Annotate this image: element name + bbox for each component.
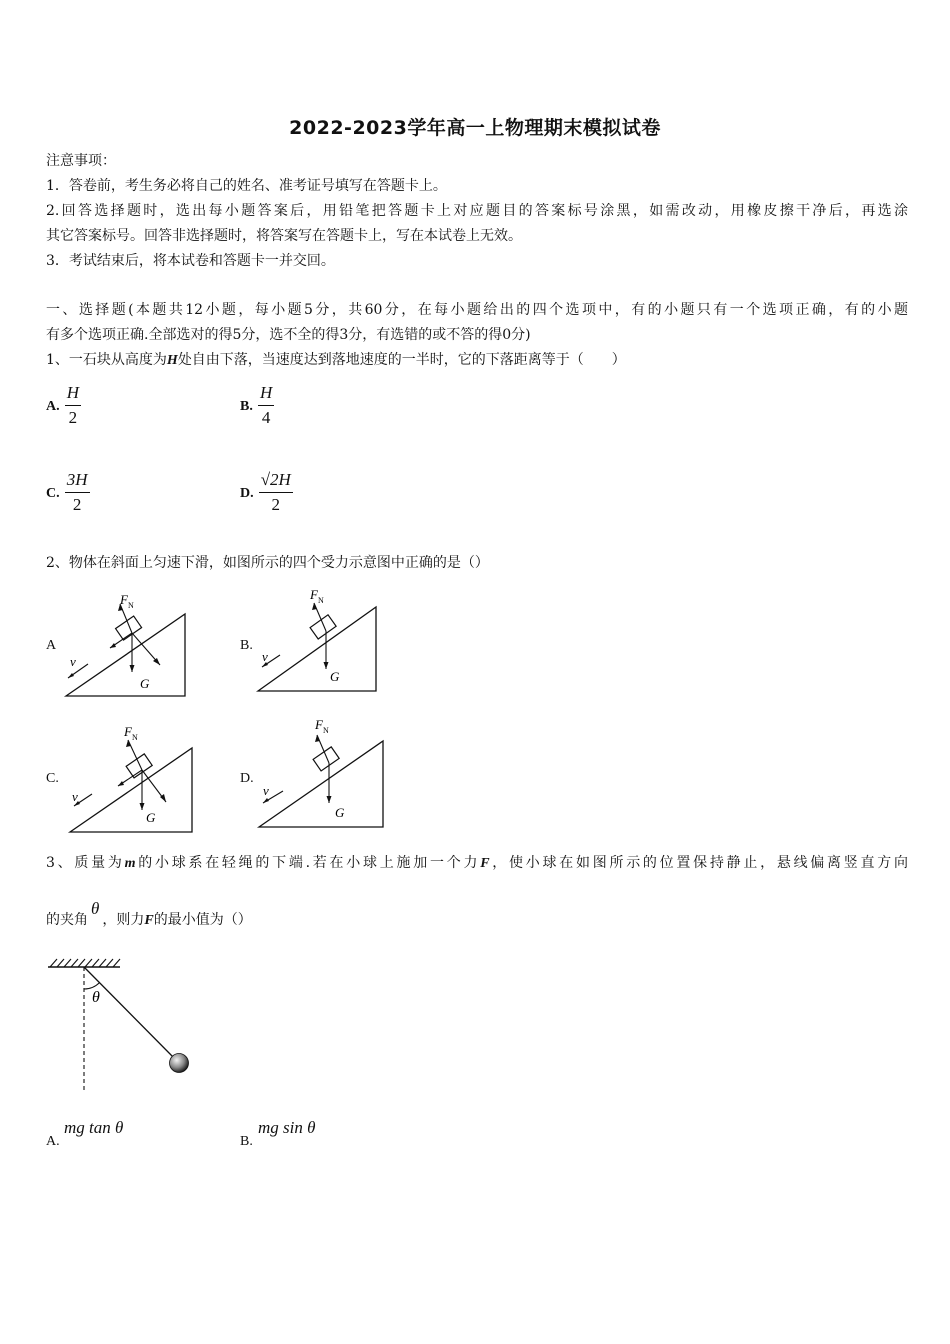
theta-label: θ	[92, 989, 100, 1006]
incline	[70, 748, 192, 832]
v-label: v	[72, 789, 78, 804]
q2-option-a-label[interactable]: A	[46, 638, 57, 653]
theta-symbol: θ	[91, 899, 100, 918]
notice-item-3: 3．考试结束后，将本试卷和答题卡一并交回。	[46, 253, 335, 269]
fn-label: $F_N$	[120, 592, 134, 610]
string	[84, 967, 177, 1061]
fn-label: $F_N$	[310, 587, 324, 605]
v-label: v	[262, 649, 268, 664]
q1-option-a[interactable]: A. $\frac{H}{2}$	[46, 383, 79, 427]
q2-stem: 2、物体在斜面上匀速下滑，如图所示的四个受力示意图中正确的是（）	[46, 555, 489, 571]
q2-option-c-label[interactable]: C.	[46, 771, 59, 786]
ball	[170, 1054, 189, 1073]
q3-option-b[interactable]: B. mg sin θ	[240, 1118, 316, 1149]
q1-option-d[interactable]: D. $\frac{√2H}{2}$	[240, 470, 291, 514]
notice-item-2: 2.回答选择题时，选出每小题答案后，用铅笔把答题卡上对应题目的答案标号涂黑，如需改动，用橡皮擦干净后，再选涂	[46, 203, 908, 219]
q2-option-b-diagram	[254, 585, 384, 697]
q3-option-b-expr: mg sin θ	[258, 1118, 316, 1137]
ceiling-hatch	[50, 959, 120, 967]
notice-item-2-cont: 其它答案标号。回答非选择题时，将答案写在答题卡上，写在本试卷上无效。	[46, 228, 522, 244]
q2-option-a-diagram	[60, 588, 195, 703]
q2-option-b-label[interactable]: B.	[240, 638, 253, 653]
q3-pendulum-diagram	[44, 955, 194, 1097]
fn-label: $F_N$	[124, 724, 138, 742]
block	[310, 615, 336, 639]
g-label: G	[140, 676, 150, 691]
block	[116, 616, 142, 640]
q1-stem: 1、一石块从高度为H处自由下落，当速度达到落地速度的一半时，它的下落距离等于（ ）	[46, 352, 626, 368]
block	[126, 754, 152, 778]
page-title: 2022-2023学年高一上物理期末模拟试卷	[289, 117, 661, 139]
v-label: v	[70, 654, 76, 669]
q2-option-d-label[interactable]: D.	[240, 771, 254, 786]
section1-intro-2: 有多个选项正确.全部选对的得5分，选不全的得3分，有选错的或不答的得0分)	[46, 327, 531, 343]
fn-label: $F_N$	[315, 717, 329, 735]
q1-option-d-fraction: $\frac{√2H}{2}$	[260, 470, 291, 514]
q3-stem: 3、质量为m的小球系在轻绳的下端.若在小球上施加一个力F，使小球在如图所示的位置保持静止，悬线偏离竖直方向	[46, 855, 909, 871]
incline	[258, 607, 376, 691]
q3-option-a-expr: mg tan θ	[64, 1118, 124, 1137]
q1-option-a-fraction: $\frac{H}{2}$	[66, 383, 79, 427]
q1-option-b-fraction: $\frac{H}{4}$	[259, 383, 273, 427]
q3-stem-line2: 的夹角θ，则力F的最小值为（）	[46, 899, 252, 928]
g-label: G	[146, 810, 156, 825]
q2-option-d-diagram	[255, 715, 387, 831]
v-label: v	[263, 783, 269, 798]
g-label: G	[330, 669, 340, 684]
q1-option-c-fraction: $\frac{3H}{2}$	[66, 470, 88, 514]
q1-option-b[interactable]: B. $\frac{H}{4}$	[240, 383, 273, 427]
q1-option-c[interactable]: C. $\frac{3H}{2}$	[46, 470, 88, 514]
g-label: G	[335, 805, 345, 820]
notice-heading: 注意事项：	[46, 153, 116, 169]
block	[313, 747, 339, 771]
q3-option-a[interactable]: A. mg tan θ	[46, 1118, 124, 1149]
q2-option-c-diagram	[66, 722, 196, 836]
section1-intro-1: 一、选择题(本题共12小题，每小题5分，共60分，在每小题给出的四个选项中，有的小题只有一个选项正确，有的小题	[46, 302, 908, 318]
notice-item-1: 1．答卷前，考生务必将自己的姓名、准考证号填写在答题卡上。	[46, 178, 447, 194]
